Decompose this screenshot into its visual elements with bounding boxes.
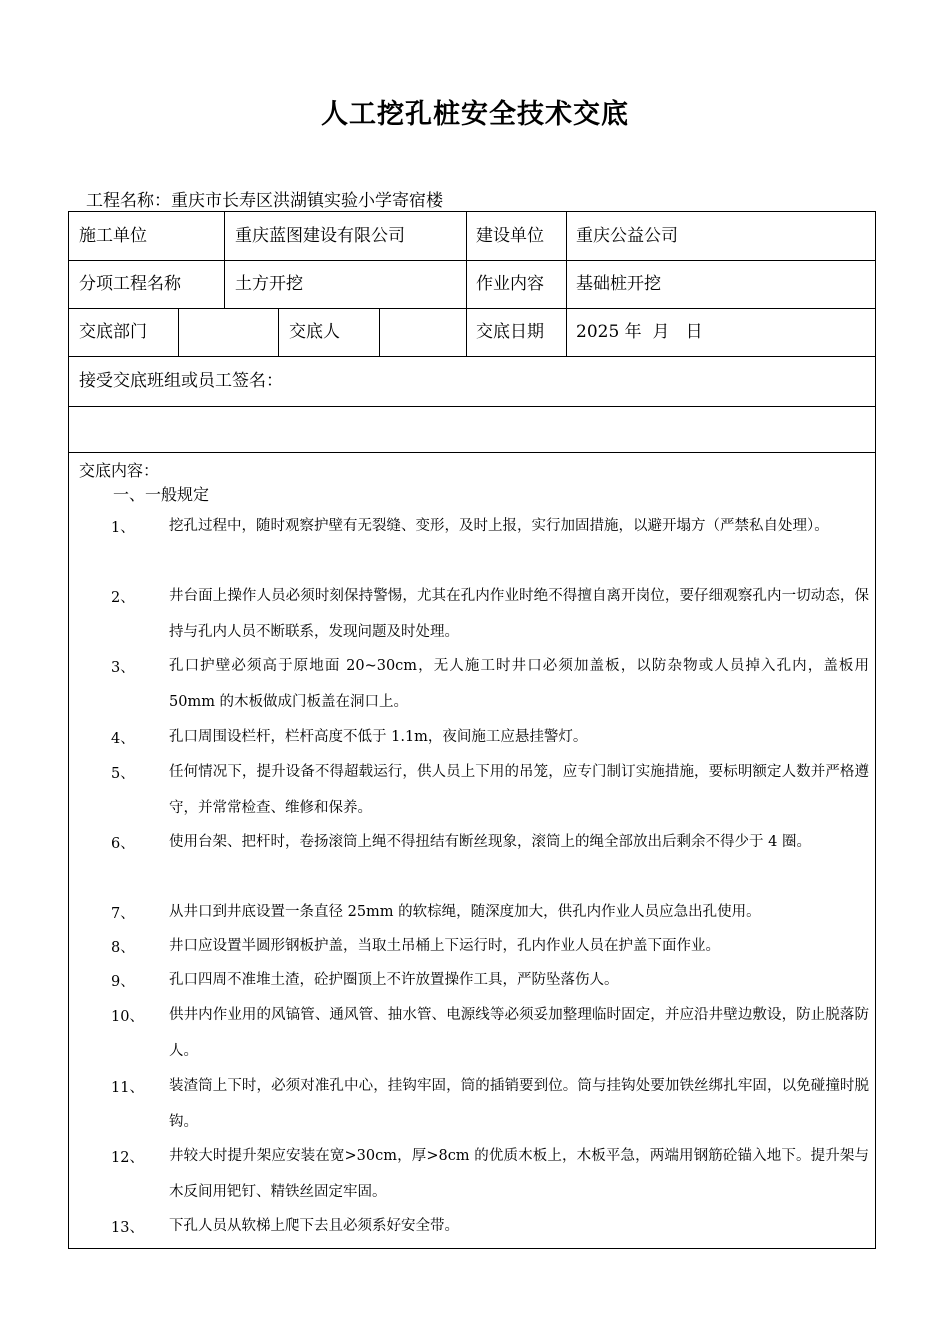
- rule-text: 井口应设置半圆形钢板护盖，当取土吊桶上下运行时，孔内作业人员在护盖下面作业。: [169, 938, 720, 954]
- rule-number: 13、: [111, 1220, 144, 1236]
- row-divider: [69, 260, 875, 261]
- rule-text: 孔口护壁必须高于原地面 20~30cm，无人施工时井口必须加盖板，以防杂物或人员掉入孔内，盖板用 50mm 的木板做成门板盖在洞口上。: [169, 658, 869, 710]
- builder-unit-value: 重庆公益公司: [576, 226, 678, 246]
- rule-text: 孔口四周不准堆土渣，砼护圈顶上不许放置操作工具，严防坠落伤人。: [169, 972, 619, 988]
- column-divider: [466, 212, 467, 356]
- column-divider: [178, 308, 179, 356]
- rule-text: 挖孔过程中，随时观察护壁有无裂缝、变形，及时上报，实行加固措施，以避开塌方（严禁私自处理）。: [169, 518, 829, 534]
- construction-unit-label: 施工单位: [79, 226, 147, 246]
- rule-number: 1、: [111, 520, 135, 536]
- rule-number: 9、: [111, 974, 135, 990]
- rule-number: 10、: [111, 1009, 144, 1025]
- signature-label: 接受交底班组或员工签名：: [79, 371, 283, 391]
- dept-label: 交底部门: [79, 322, 147, 342]
- document-title: 人工挖孔桩安全技术交底: [321, 99, 629, 130]
- rule-text: 装渣筒上下时，必须对准孔中心，挂钩牢固，筒的插销要到位。筒与挂钩处要加铁丝绑扎牢固，以免碰撞时脱钩。: [169, 1078, 869, 1130]
- disclosure-table: [68, 211, 876, 1249]
- rule-number: 7、: [111, 906, 135, 922]
- builder-unit-label: 建设单位: [476, 226, 544, 246]
- column-divider: [566, 212, 567, 356]
- content-label: 交底内容：: [79, 461, 160, 480]
- column-divider: [379, 308, 380, 356]
- rule-text: 孔口周围设栏杆，栏杆高度不低于 1.1m，夜间施工应悬挂警灯。: [169, 729, 588, 745]
- subproject-value: 土方开挖: [235, 274, 303, 294]
- rule-text: 从井口到井底设置一条直径 25mm 的软棕绳，随深度加大，供孔内作业人员应急出孔使用。: [169, 904, 761, 920]
- rule-number: 3、: [111, 660, 135, 676]
- rule-text: 井较大时提升架应安装在宽>30cm，厚>8cm 的优质木板上，木板平急，两端用钢筋砼锚入地下。提升架与木反间用钯钉、精铁丝固定牢固。: [169, 1148, 869, 1200]
- column-divider: [278, 308, 279, 356]
- row-divider: [69, 308, 875, 309]
- row-divider: [69, 452, 875, 453]
- column-divider: [224, 212, 225, 308]
- row-divider: [69, 356, 875, 357]
- rule-text: 下孔人员从软梯上爬下去且必须系好安全带。: [169, 1218, 459, 1234]
- person-label: 交底人: [289, 322, 340, 342]
- rule-text: 使用台架、把杆时，卷扬滚筒上绳不得扭结有断丝现象，滚筒上的绳全部放出后剩余不得少于 4 圈。: [169, 834, 811, 850]
- work-content-value: 基础桩开挖: [576, 274, 661, 294]
- rule-text: 井台面上操作人员必须时刻保持警惕，尤其在孔内作业时绝不得擅自离开岗位，要仔细观察孔内一切动态，保持与孔内人员不断联系，发现问题及时处理。: [169, 588, 869, 640]
- construction-unit-value: 重庆蓝图建设有限公司: [235, 226, 405, 246]
- section-heading: 一、一般规定: [113, 485, 210, 504]
- rule-number: 11、: [111, 1080, 144, 1096]
- work-content-label: 作业内容: [476, 274, 544, 294]
- rule-number: 2、: [111, 590, 135, 606]
- rule-number: 12、: [111, 1150, 144, 1166]
- rule-number: 4、: [111, 731, 135, 747]
- rule-number: 5、: [111, 766, 135, 782]
- project-name-line: 工程名称：重庆市长寿区洪湖镇实验小学寄宿楼: [86, 191, 443, 211]
- rule-number: 8、: [111, 940, 135, 956]
- rule-text: 供井内作业用的风镐管、通风管、抽水管、电源线等必须妥加整理临时固定，并应沿井壁边敷设，防止脱落防人。: [169, 1007, 869, 1059]
- rule-text: 任何情况下，提升设备不得超载运行，供人员上下用的吊笼，应专门制订实施措施，要标明额定人数并严格遵守，并常常检查、维修和保养。: [169, 764, 869, 816]
- rule-number: 6、: [111, 836, 135, 852]
- date-label: 交底日期: [476, 322, 544, 342]
- subproject-label: 分项工程名称: [79, 274, 181, 294]
- signature-area[interactable]: [69, 406, 875, 452]
- date-value: 2025 年 月 日: [576, 322, 703, 342]
